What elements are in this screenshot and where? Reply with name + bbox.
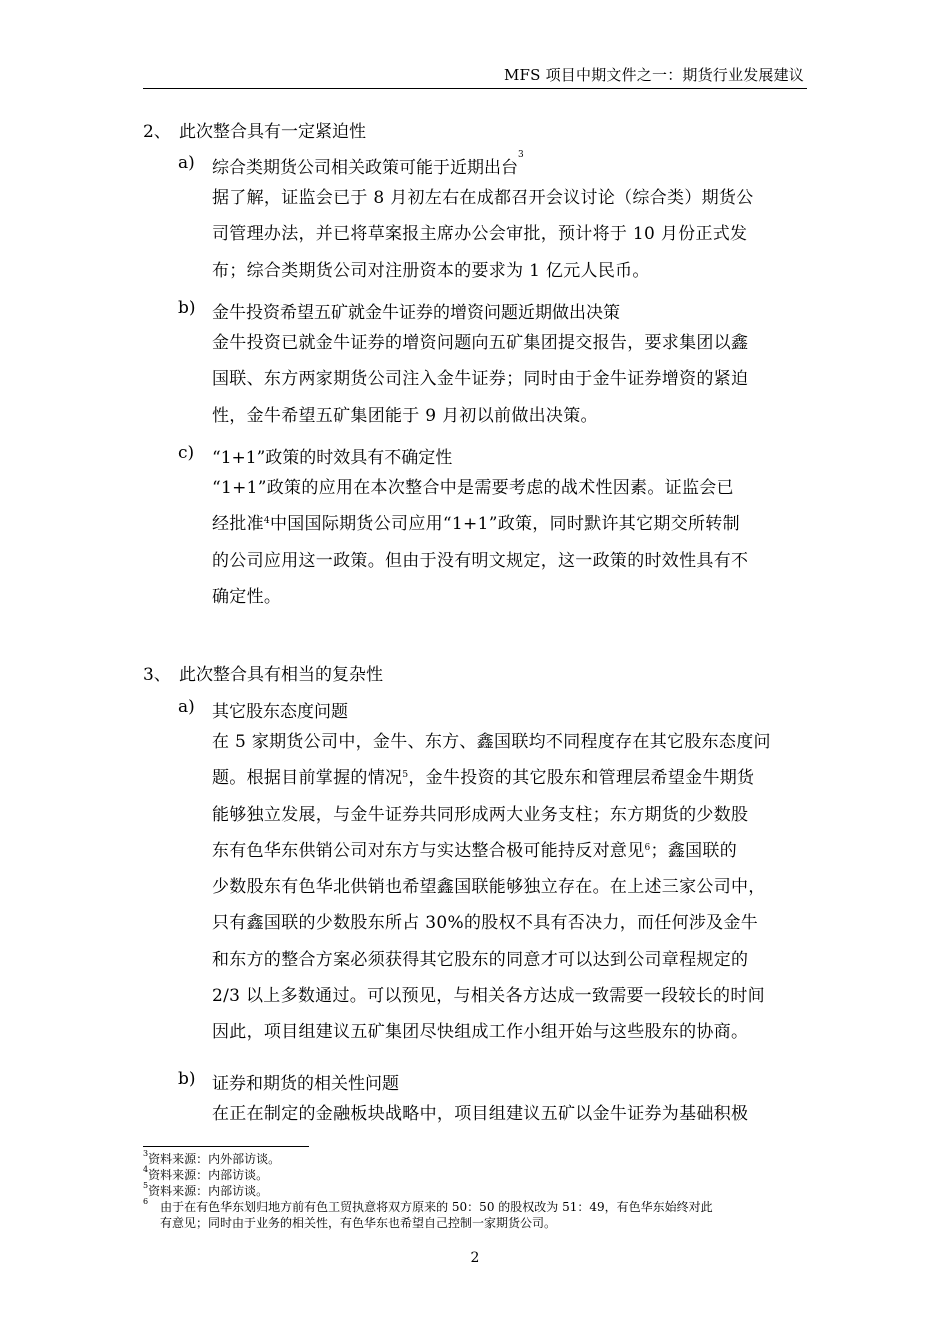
footnote-ref: 6 (644, 842, 651, 853)
item-letter: b) (178, 1069, 196, 1089)
item-title: 其它股东态度问题 (212, 702, 348, 722)
footnote-6: $^6$ 由于在有色华东划归地方前有色工贸执意将双方原来的 50：50 的股权改为 51：49，有色华东始终对此 (143, 1197, 713, 1214)
footnote-4: $^4$资料来源：内部访谈。 (143, 1165, 269, 1182)
footnote-ref: 3 (518, 150, 524, 160)
item-letter: a) (178, 697, 195, 717)
section-number: 3、 (143, 665, 171, 685)
footnote-5: $^5$资料来源：内部访谈。 (143, 1181, 269, 1198)
page-number: 2 (470, 1250, 480, 1266)
section-title: 此次整合具有相当的复杂性 (179, 665, 383, 685)
footnote-6-continued: 有意见；同时由于业务的相关性，有色华东也希望自己控制一家期货公司。 (160, 1216, 557, 1230)
item-3b-paragraph: 在正在制定的金融板块战略中，项目组建议五矿以金牛证券为基础积极 (212, 1104, 749, 1124)
section-title: 此次整合具有一定紧迫性 (179, 122, 366, 142)
item-letter: b) (178, 298, 196, 318)
item-title: 综合类期货公司相关政策可能于近期出台$^3$ (212, 150, 524, 178)
item-2c-paragraph: “1+1”政策的应用在本次整合中是需要考虑的战术性因素。证监会已 经批准$^4$中国国际期货公司应用“1+1”政策，同时默许其它期交所转制 的公司应用这一政策。但由于没有明文规定，这一政策的时效性具有不 确定性。 (212, 478, 749, 607)
section-number: 2、 (143, 122, 171, 142)
footnote-ref: 4 (263, 516, 270, 527)
item-3a-paragraph: 在 5 家期货公司中，金牛、东方、鑫国联均不同程度存在其它股东态度问 题。根据目前掌握的情况$^5$，金牛投资的其它股东和管理层希望金牛期货 能够独立发展，与金牛证券共同形成两大业务支柱；东方期货的少数股 东有色华东供销公司对东方与实达整合极可能持反对意见$^6$；鑫国联的 少数股东有色华北供销也希望鑫国联能够独立存在。在上述三家公司中， 只有鑫国联的少数股东所占 30%的股权不具有否决力，而任何涉及金牛 和东方的整合方案必须获得其它股东的同意才可以达到公司章程规定的 2/3 以上多数通过。可以预见，与相关各方达成一致需要一段较长的时间 因此，项目组建议五矿集团尽快组成工作小组开始与这些股东的协商。 (212, 732, 771, 1043)
footnote-separator (143, 1146, 309, 1147)
footnote-ref: 5 (402, 770, 409, 781)
item-title: “1+1”政策的时效具有不确定性 (212, 448, 453, 468)
item-title: 金牛投资希望五矿就金牛证券的增资问题近期做出决策 (212, 303, 620, 323)
item-letter: a) (178, 153, 195, 173)
footnote-3: $^3$资料来源：内外部访谈。 (143, 1149, 281, 1166)
item-2b-paragraph: 金牛投资已就金牛证券的增资问题向五矿集团提交报告，要求集团以鑫 国联、东方两家期货公司注入金牛证券；同时由于金牛证券增资的紧迫 性，金牛希望五矿集团能于 9 月初以前做出决策。 (212, 333, 749, 426)
item-2a-paragraph: 据了解，证监会已于 8 月初左右在成都召开会议讨论（综合类）期货公 司管理办法，并已将草案报主席办公会审批，预计将于 10 月份正式发 布；综合类期货公司对注册资本的要求为 1 亿元人民币。 (212, 188, 754, 281)
item-letter: c) (178, 443, 195, 463)
item-title: 证券和期货的相关性问题 (212, 1074, 399, 1094)
running-header: MFS 项目中期文件之一：期货行业发展建议 (503, 66, 804, 84)
header-rule (143, 88, 807, 89)
